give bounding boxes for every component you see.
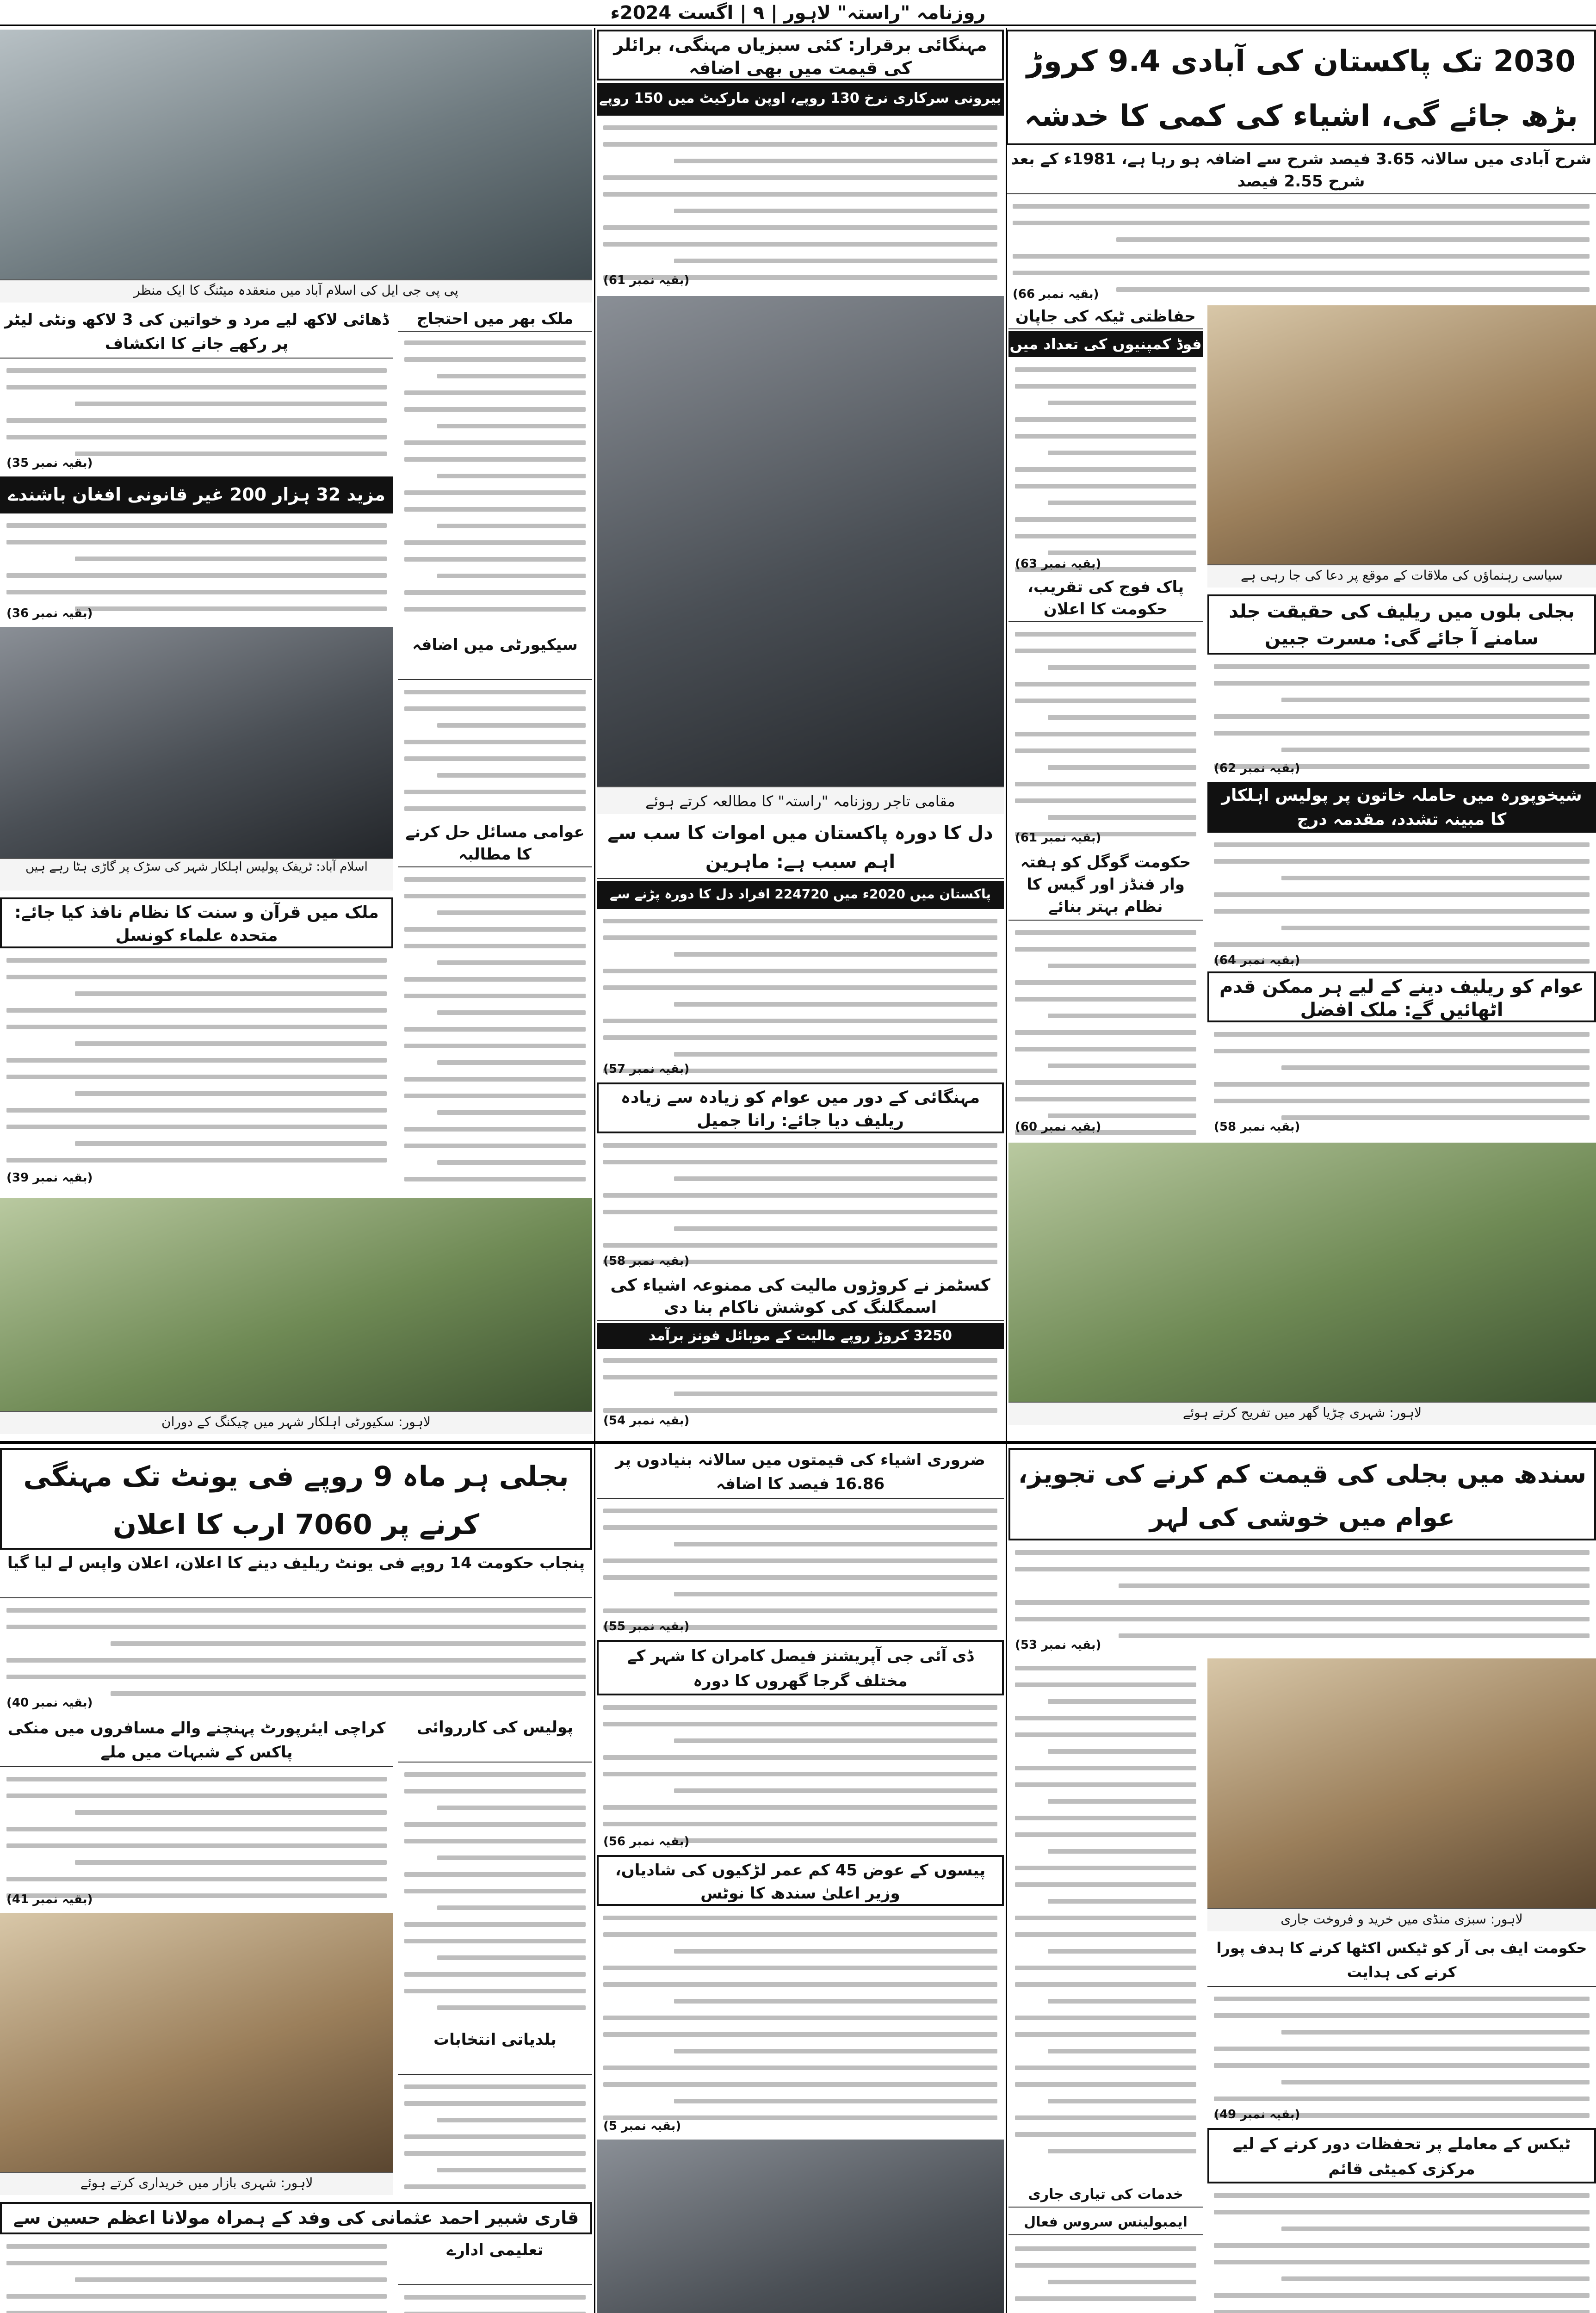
side-sec2: سیکیورٹی میں اضافہ bbox=[398, 634, 592, 680]
top-center-ref: (بقیہ نمبر 61) bbox=[603, 273, 690, 287]
gas-ref: (بقیہ نمبر 60) bbox=[1015, 1120, 1101, 1134]
deaths-body bbox=[597, 911, 1004, 1078]
electricity-ref: (بقیہ نمبر 62) bbox=[1214, 761, 1300, 775]
visit-body bbox=[0, 2237, 393, 2313]
top-center-headline: مہنگائی برقرار: کئی سبزیاں مہنگی، برائلر کی قیمت میں بھی اضافہ bbox=[597, 30, 1004, 80]
karachi-airport-ref: (بقیہ نمبر 41) bbox=[6, 1892, 93, 1906]
bottom-lead-ref: (بقیہ نمبر 40) bbox=[6, 1696, 93, 1710]
protest-photo bbox=[597, 2140, 1004, 2313]
japan-headline: حفاظتی ٹیکہ کی جاپان bbox=[1008, 305, 1203, 329]
khidmat-label: خدمات کی تیاری جاری bbox=[1008, 2183, 1203, 2208]
office-meeting-photo bbox=[0, 30, 592, 279]
quran-body bbox=[0, 951, 393, 1187]
market-photo-caption: لاہور: شہری بازار میں خریداری کرتے ہوئے bbox=[0, 2172, 393, 2195]
fold-divider bbox=[0, 1441, 1596, 1444]
market-photo bbox=[0, 1913, 393, 2172]
side-sec1-body bbox=[398, 333, 592, 629]
meeting-photo-caption: سیاسی رہنماؤں کی ملاقات کے موقع پر دعا کی جا رہی ہے bbox=[1207, 564, 1596, 588]
deaths-ref: (بقیہ نمبر 57) bbox=[603, 1062, 690, 1076]
marriages-body bbox=[597, 1908, 1004, 2135]
masthead-dateline: روزنامہ "راستہ" لاہور | ۹ | اگست 2024ء bbox=[0, 0, 1596, 26]
side-sec4: پولیس کی کارروائی bbox=[398, 1716, 592, 1763]
column-rule-1 bbox=[594, 28, 595, 2313]
side-sec3: عوامی مسائل حل کرنے کا مطالبہ bbox=[398, 821, 592, 867]
army-headline: پاک فوج کی تقریب، حکومت کا اعلان bbox=[1008, 576, 1203, 622]
dig-body bbox=[597, 1698, 1004, 1850]
side-sec6-body bbox=[398, 2288, 592, 2313]
vegetables-photo bbox=[1207, 1658, 1596, 1908]
inflation-relief-body bbox=[597, 1136, 1004, 1270]
japan-body bbox=[1008, 360, 1203, 573]
bottom-lead-body bbox=[0, 1601, 592, 1712]
top-center-body bbox=[597, 118, 1004, 289]
lead-subhead: شرح آبادی میں سالانہ 3.65 فیصد شرح سے اضافہ ہو رہا ہے، 1981ء کے بعد شرح 2.55 فیصد bbox=[1006, 148, 1596, 194]
women-police-ref: (بقیہ نمبر 64) bbox=[1214, 953, 1300, 967]
gas-body bbox=[1008, 923, 1203, 1136]
dig-ref: (بقیہ نمبر 56) bbox=[603, 1835, 690, 1849]
side-sec3-body bbox=[398, 870, 592, 1194]
side-sec1: ملک بھر میں احتجاج bbox=[398, 308, 592, 332]
reader-photo-caption: مقامی تاجر روزنامہ "راستہ" کا مطالعہ کرتے ہوئے bbox=[597, 786, 1004, 814]
essentials-ref: (بقیہ نمبر 55) bbox=[603, 1620, 690, 1633]
road-photo-caption: اسلام آباد: ٹریفک پولیس اہلکار شہر کی سڑک پر گاڑی ہٹا رہے ہیں bbox=[0, 858, 393, 891]
smuggling-body bbox=[597, 1351, 1004, 1429]
column-rule-2 bbox=[1006, 28, 1007, 2313]
road-photo bbox=[0, 627, 393, 858]
tax-headline: حکومت ایف بی آر کو ٹیکس اکٹھا کرنے کا ہدف پورا کرنے کی ہدایت bbox=[1207, 1936, 1596, 1987]
police-photo bbox=[0, 1198, 592, 1411]
electricity-headline: بجلی بلوں میں ریلیف کی حقیقت جلد سامنے آ جائے گی: مسرت جبین bbox=[1207, 594, 1596, 655]
tax-ref: (بقیہ نمبر 49) bbox=[1214, 2108, 1300, 2121]
army-body bbox=[1008, 625, 1203, 847]
sindh-body bbox=[1008, 1543, 1596, 1654]
side-sec4-body bbox=[398, 1765, 592, 2024]
office-meeting-caption: پی پی جی ایل کی اسلام آباد میں منعقدہ میٹنگ کا ایک منظر bbox=[0, 279, 592, 303]
deaths-subhead: پاکستان میں 2020ء میں 224720 افراد دل کا دورہ پڑنے سے bbox=[597, 881, 1004, 909]
bottom-lead-subhead: پنجاب حکومت 14 روپے فی یونٹ ریلیف دینے کا اعلان، اعلان واپس لے لیا گیا bbox=[0, 1552, 592, 1598]
side-sec2-body bbox=[398, 682, 592, 816]
women-police-body bbox=[1207, 835, 1596, 969]
army-ref: (بقیہ نمبر 61) bbox=[1015, 831, 1101, 845]
quran-headline: ملک میں قرآن و سنت کا نظام نافذ کیا جائے: متحدہ علماء کونسل bbox=[0, 897, 393, 948]
tax-policy-body bbox=[1207, 2186, 1596, 2313]
relief-ref: (بقیہ نمبر 58) bbox=[1214, 1120, 1300, 1134]
smuggling-subhead: 3250 کروڑ روپے مالیت کے موبائل فونز برآمد bbox=[597, 1323, 1004, 1349]
zoo-photo bbox=[1008, 1143, 1596, 1402]
police-photo-caption: لاہور: سکیورٹی اہلکار شہر میں چیکنگ کے دوران bbox=[0, 1411, 592, 1434]
lead-headline-text: 2030 تک پاکستان کی آبادی 9.4 کروڑ بڑھ جائے گی، اشیاء کی کمی کا خدشہ bbox=[1024, 44, 1578, 133]
dengue-body bbox=[0, 361, 393, 472]
bottom-lead-headline: بجلی ہر ماہ 9 روپے فی یونٹ تک مہنگی کرنے پر 7060 ارب کا اعلان bbox=[0, 1448, 592, 1550]
gas-headline: حکومت گوگل کو ہفتہ وار فنڈز اور گیس کا نظام بہتر بنائے bbox=[1008, 851, 1203, 921]
sindh-headline: سندھ میں بجلی کی قیمت کم کرنے کی تجویز، عوام میں خوشی کی لہر bbox=[1008, 1448, 1596, 1540]
essentials-headline: ضروری اشیاء کی قیمتوں میں سالانہ بنیادوں پر 16.86 فیصد کا اضافہ bbox=[597, 1448, 1004, 1499]
essentials-body bbox=[597, 1501, 1004, 1635]
afghan-headline: مزید 32 ہزار 200 غیر قانونی افغان باشندے bbox=[0, 476, 393, 513]
lead-headline bbox=[1006, 30, 1596, 145]
relief-body bbox=[1207, 1025, 1596, 1136]
side-sec5: بلدیاتی انتخابات bbox=[398, 2029, 592, 2075]
japan-subhead: فوڈ کمپنیوں کی تعداد میں bbox=[1008, 331, 1203, 357]
inflation-relief-ref: (بقیہ نمبر 58) bbox=[603, 1254, 690, 1268]
tax-policy-headline-visible: ٹیکس کے معاملے پر تحفظات دور کرنے کے لیے مرکزی کمیٹی قائم bbox=[1207, 2128, 1596, 2183]
phone-label: ایمبولینس سروس فعال bbox=[1008, 2211, 1203, 2235]
tax-body bbox=[1207, 1989, 1596, 2123]
dig-headline: ڈی آئی جی آپریشنز فیصل کامران کا شہر کے مختلف گرجا گھروں کا دورہ bbox=[597, 1640, 1004, 1695]
smuggling-headline: کسٹمز نے کروڑوں مالیت کی ممنوعہ اشیاء کی اسمگلنگ کی کوشش ناکام بنا دی bbox=[597, 1274, 1004, 1321]
electricity-body bbox=[1207, 657, 1596, 777]
dengue-headline: ڈھائی لاکھ لیے مرد و خواتین کی 3 لاکھ ونٹی لیٹر پر رکھے جانے کا انکشاف bbox=[0, 308, 393, 359]
lead-body bbox=[1006, 197, 1596, 303]
smuggling-ref: (بقیہ نمبر 54) bbox=[603, 1414, 690, 1428]
dengue-ref: (بقیہ نمبر 35) bbox=[6, 456, 93, 470]
meeting-photo bbox=[1207, 305, 1596, 564]
deaths-headline: دل کا دورہ پاکستان میں اموات کا سب سے اہم سبب ہے: ماہرین bbox=[597, 819, 1004, 879]
sindh-ref: (بقیہ نمبر 53) bbox=[1015, 1638, 1101, 1652]
visit-headline: قاری شبیر احمد عثمانی کی وفد کے ہمراہ مولانا اعظم حسین سے bbox=[0, 2202, 592, 2234]
afghan-body bbox=[0, 516, 393, 622]
sindh-sub-col-body bbox=[1008, 1658, 1203, 2181]
marriages-ref: (بقیہ نمبر 5) bbox=[603, 2119, 681, 2133]
inflation-relief-headline: مہنگائی کے دور میں عوام کو زیادہ سے زیادہ ریلیف دیا جائے: رانا جمیل bbox=[597, 1082, 1004, 1133]
afghan-ref: (بقیہ نمبر 36) bbox=[6, 606, 93, 620]
vegetables-photo-caption: لاہور: سبزی منڈی میں خرید و فروخت جاری bbox=[1207, 1908, 1596, 1931]
zoo-photo-caption: لاہور: شہری چڑیا گھر میں تفریح کرتے ہوئے bbox=[1008, 1402, 1596, 1425]
karachi-airport-body bbox=[0, 1769, 393, 1908]
marriages-headline: پیسوں کے عوض 45 کم عمر لڑکیوں کی شادیاں، وزیر اعلیٰ سندھ کا نوٹس bbox=[597, 1855, 1004, 1906]
side-sec5-body bbox=[398, 2077, 592, 2197]
karachi-airport-headline: کراچی ایئرپورٹ پہنچنے والے مسافروں میں منکی پاکس کے شبہات میں ملے bbox=[0, 1716, 393, 1767]
women-police-headline: شیخوپورہ میں حاملہ خاتون پر پولیس اہلکار کا مبینہ تشدد، مقدمہ درج bbox=[1207, 782, 1596, 833]
japan-ref: (بقیہ نمبر 63) bbox=[1015, 557, 1101, 571]
relief-headline: عوام کو ریلیف دینے کے لیے ہر ممکن قدم اٹھائیں گے: ملک افضل bbox=[1207, 971, 1596, 1022]
side-sec6: تعلیمی ادارے bbox=[398, 2239, 592, 2285]
khidmat-body bbox=[1008, 2239, 1203, 2313]
reader-photo bbox=[597, 296, 1004, 786]
quran-ref: (بقیہ نمبر 39) bbox=[6, 1171, 93, 1185]
top-center-subhead: بیرونی سرکاری نرخ 130 روپے، اوپن مارکیٹ میں 150 روپے bbox=[597, 83, 1004, 116]
lead-ref: (بقیہ نمبر 66) bbox=[1013, 287, 1099, 301]
